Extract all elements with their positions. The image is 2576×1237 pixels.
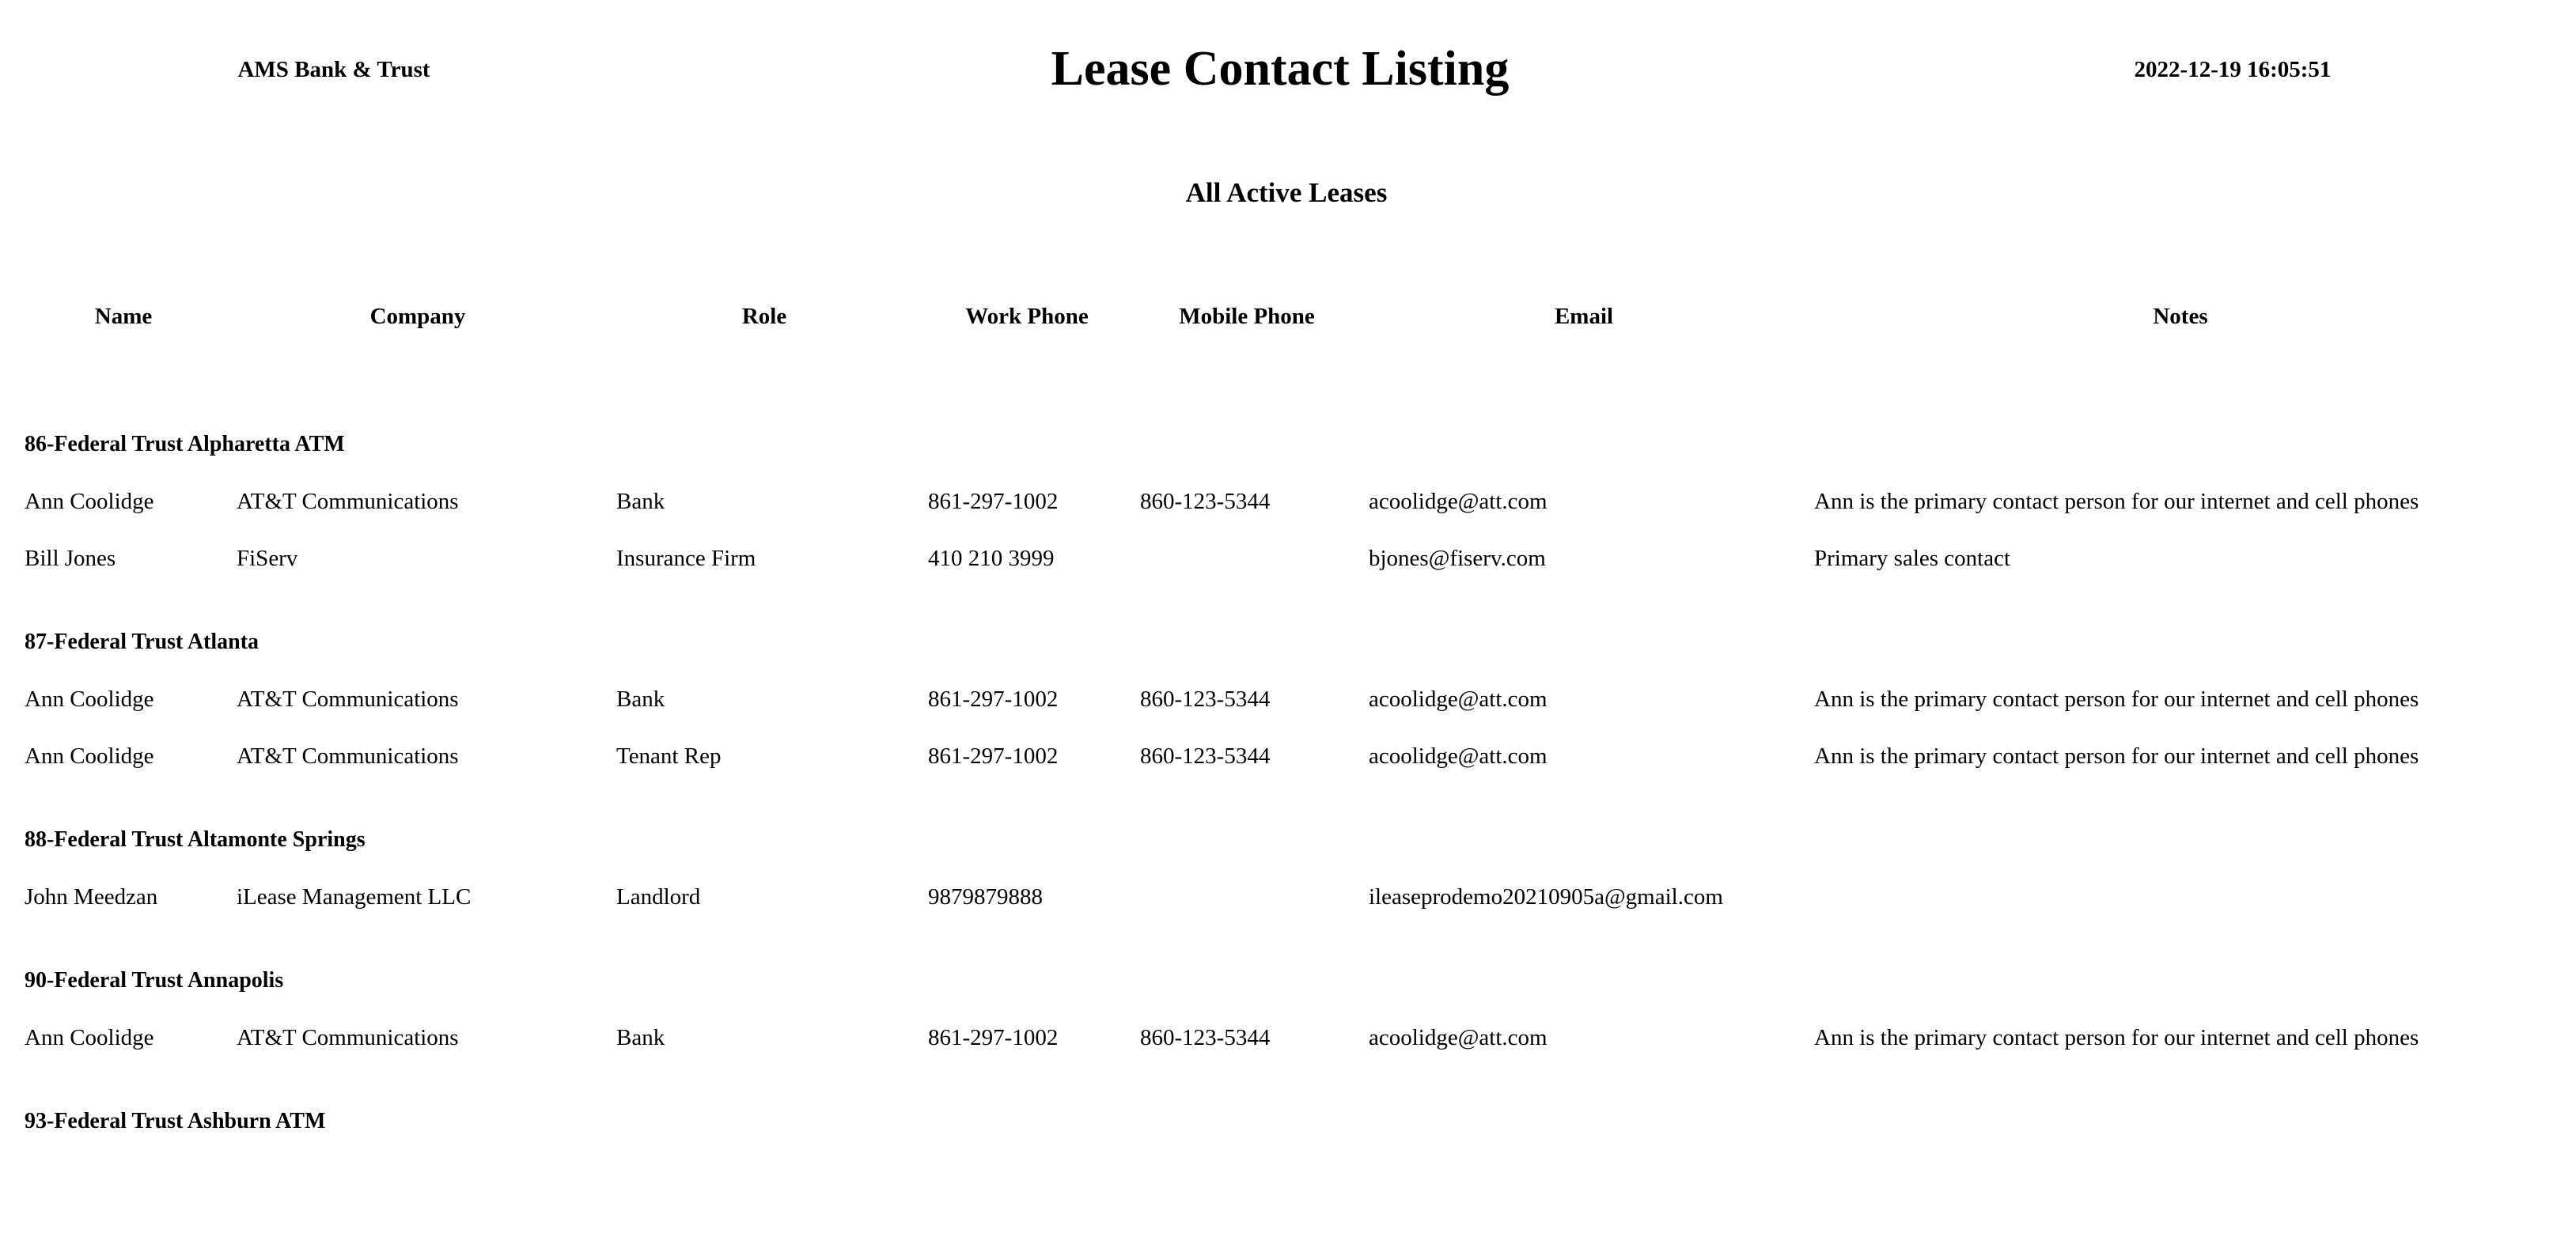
lease-group bbox=[0, 1107, 2576, 1136]
contact-company: AT&T Communications bbox=[237, 1025, 459, 1050]
contact-company: FiServ bbox=[237, 546, 298, 571]
contact-name: Bill Jones bbox=[25, 546, 116, 571]
table-row bbox=[0, 854, 2576, 911]
contact-name: Ann Coolidge bbox=[25, 1025, 154, 1050]
contact-email: acoolidge@att.com bbox=[1369, 743, 1547, 769]
lease-group bbox=[0, 967, 2576, 1052]
lease-group bbox=[0, 826, 2576, 911]
column-header-work-phone: Work Phone bbox=[965, 304, 1089, 329]
report-timestamp: 2022-12-19 16:05:51 bbox=[2134, 57, 2332, 82]
table-row bbox=[0, 516, 2576, 573]
contact-notes: Ann is the primary contact person for our internet and cell phones bbox=[1814, 489, 2419, 514]
contact-company: AT&T Communications bbox=[237, 489, 459, 514]
contact-notes: Ann is the primary contact person for our internet and cell phones bbox=[1814, 1025, 2419, 1050]
table-row bbox=[0, 459, 2576, 516]
lease-groups bbox=[0, 430, 2576, 1191]
contact-work-phone: 410 210 3999 bbox=[928, 546, 1055, 571]
table-row bbox=[0, 995, 2576, 1052]
contact-work-phone: 861-297-1002 bbox=[928, 687, 1059, 712]
column-header-mobile-phone: Mobile Phone bbox=[1179, 304, 1315, 329]
column-header-email: Email bbox=[1554, 304, 1614, 329]
table-row bbox=[0, 713, 2576, 770]
contact-notes: Ann is the primary contact person for our internet and cell phones bbox=[1814, 687, 2419, 712]
column-header-company: Company bbox=[369, 304, 466, 329]
contact-work-phone: 861-297-1002 bbox=[928, 743, 1059, 769]
lease-group-heading: 88-Federal Trust Altamonte Springs bbox=[25, 827, 366, 852]
contact-role: Landlord bbox=[616, 884, 701, 910]
contact-role: Tenant Rep bbox=[616, 743, 722, 769]
contact-work-phone: 861-297-1002 bbox=[928, 1025, 1059, 1050]
lease-group bbox=[0, 430, 2576, 573]
report-title: Lease Contact Listing bbox=[1051, 42, 1510, 96]
contact-name: Ann Coolidge bbox=[25, 743, 154, 769]
column-header-notes: Notes bbox=[2153, 304, 2208, 329]
contact-email: ileaseprodemo20210905a@gmail.com bbox=[1369, 884, 1723, 910]
contact-company: iLease Management LLC bbox=[237, 884, 472, 910]
contact-table bbox=[0, 301, 2576, 1133]
report-subtitle: All Active Leases bbox=[1185, 177, 1388, 208]
contact-mobile-phone: 860-123-5344 bbox=[1140, 489, 1271, 514]
company-name: AMS Bank & Trust bbox=[237, 57, 430, 82]
column-headers bbox=[0, 301, 2576, 335]
column-header-role: Role bbox=[741, 304, 787, 329]
contact-notes: Primary sales contact bbox=[1814, 546, 2011, 571]
contact-notes: Ann is the primary contact person for our internet and cell phones bbox=[1814, 743, 2419, 769]
contact-name: Ann Coolidge bbox=[25, 687, 154, 712]
contact-role: Bank bbox=[616, 489, 665, 514]
contact-email: acoolidge@att.com bbox=[1369, 1025, 1547, 1050]
lease-group-heading: 90-Federal Trust Annapolis bbox=[25, 968, 284, 993]
lease-group-heading: 87-Federal Trust Atlanta bbox=[25, 630, 259, 654]
contact-name: Ann Coolidge bbox=[25, 489, 154, 514]
contact-company: AT&T Communications bbox=[237, 743, 459, 769]
column-header-name: Name bbox=[94, 304, 153, 329]
contact-email: acoolidge@att.com bbox=[1369, 687, 1547, 712]
contact-name: John Meedzan bbox=[25, 884, 158, 910]
contact-mobile-phone: 860-123-5344 bbox=[1140, 687, 1271, 712]
contact-mobile-phone: 860-123-5344 bbox=[1140, 1025, 1271, 1050]
report-header bbox=[0, 0, 2576, 208]
contact-role: Bank bbox=[616, 687, 665, 712]
contact-work-phone: 861-297-1002 bbox=[928, 489, 1059, 514]
contact-role: Insurance Firm bbox=[616, 546, 756, 571]
lease-group bbox=[0, 628, 2576, 770]
table-row bbox=[0, 656, 2576, 713]
contact-company: AT&T Communications bbox=[237, 687, 459, 712]
contact-role: Bank bbox=[616, 1025, 665, 1050]
contact-email: bjones@fiserv.com bbox=[1369, 546, 1546, 571]
contact-email: acoolidge@att.com bbox=[1369, 489, 1547, 514]
contact-work-phone: 9879879888 bbox=[928, 884, 1043, 910]
lease-group-heading: 93-Federal Trust Ashburn ATM bbox=[25, 1109, 326, 1133]
lease-group-heading: 86-Federal Trust Alpharetta ATM bbox=[25, 432, 345, 456]
contact-mobile-phone: 860-123-5344 bbox=[1140, 743, 1271, 769]
